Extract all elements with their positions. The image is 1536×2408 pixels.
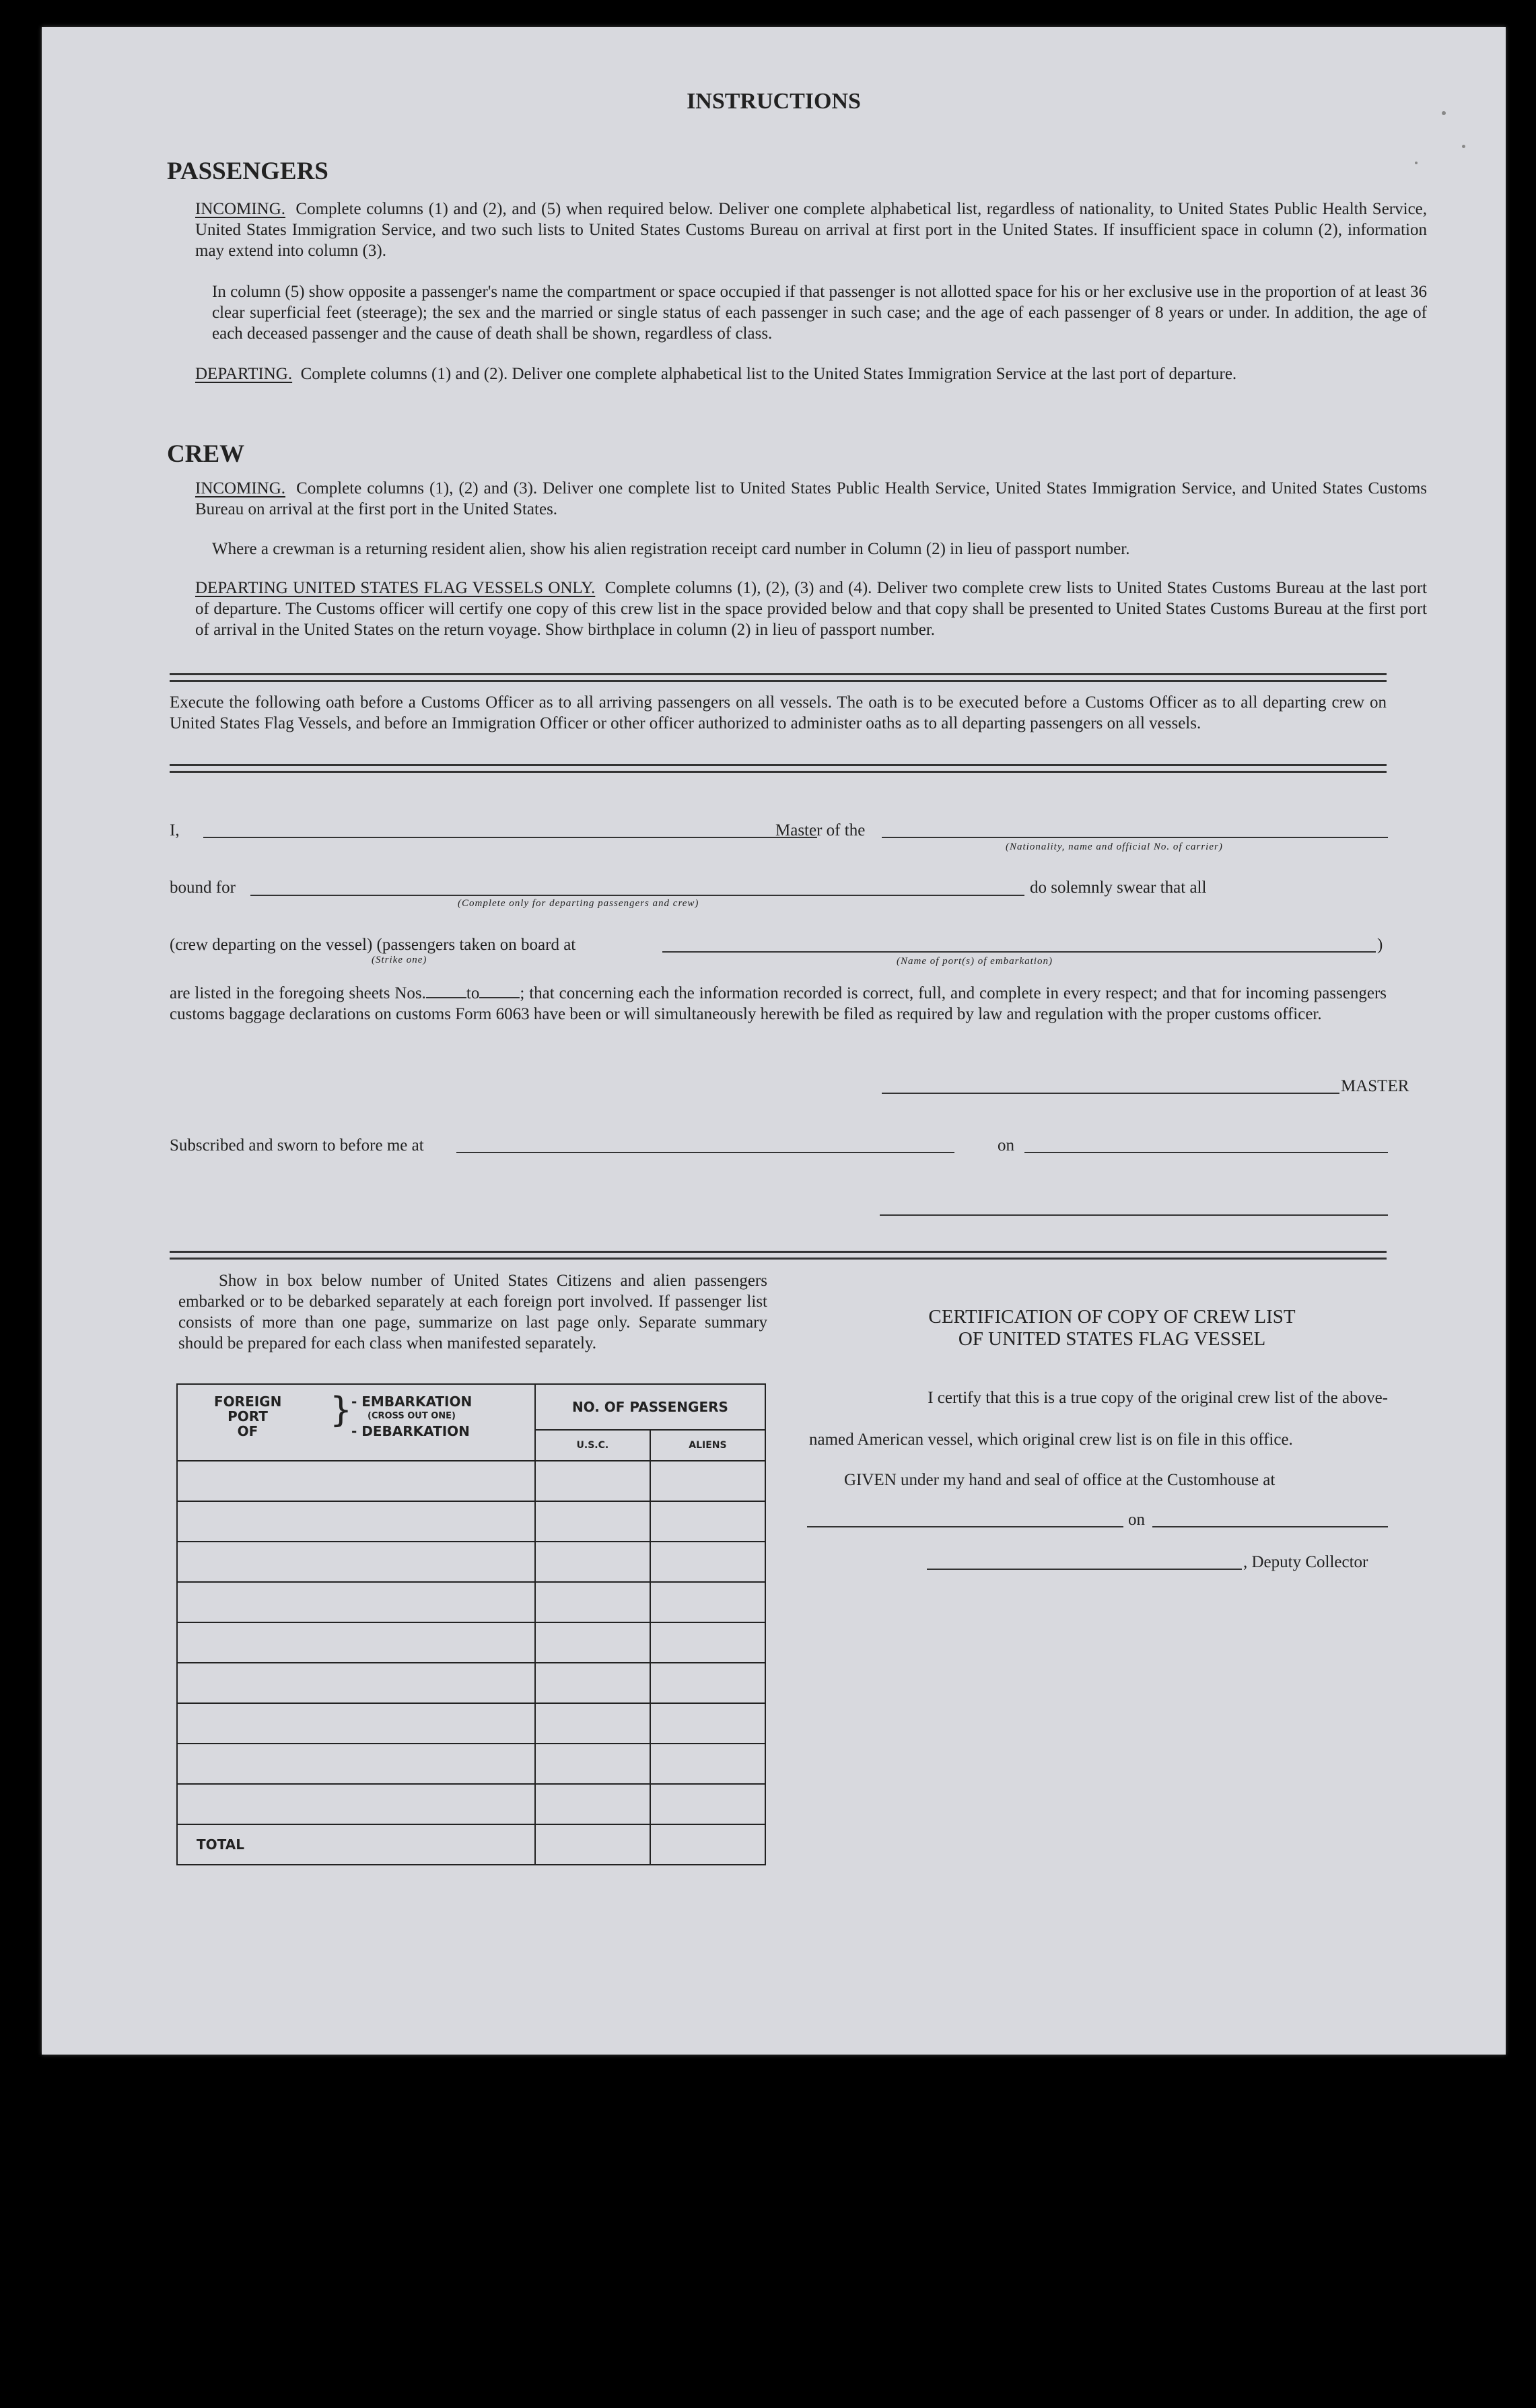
port-label: PORT bbox=[228, 1408, 268, 1424]
aliens-cell[interactable] bbox=[650, 1501, 765, 1542]
port-cell[interactable] bbox=[177, 1744, 535, 1784]
official-signature-line[interactable] bbox=[880, 1214, 1388, 1216]
total-label: TOTAL bbox=[177, 1824, 535, 1865]
aliens-cell[interactable] bbox=[650, 1744, 765, 1784]
passengers-departing-label: DEPARTING. bbox=[195, 365, 293, 383]
given-text: GIVEN under my hand and seal of office at the Customhouse at bbox=[844, 1471, 1276, 1489]
total-aliens-cell[interactable] bbox=[650, 1824, 765, 1865]
port-cell[interactable] bbox=[177, 1461, 535, 1501]
aliens-header: ALIENS bbox=[650, 1430, 765, 1461]
crew-incoming-label: INCOMING. bbox=[195, 479, 286, 497]
aliens-cell[interactable] bbox=[650, 1784, 765, 1824]
carrier-line[interactable] bbox=[882, 837, 1388, 838]
usc-cell[interactable] bbox=[535, 1582, 650, 1622]
form-page bbox=[42, 27, 1506, 2055]
total-row bbox=[177, 1824, 765, 1865]
strike-one-caption: (Strike one) bbox=[372, 955, 427, 965]
brace-icon: } bbox=[330, 1390, 353, 1431]
deputy-collector-line[interactable] bbox=[927, 1569, 1242, 1570]
usc-cell[interactable] bbox=[535, 1461, 650, 1501]
aliens-cell[interactable] bbox=[650, 1542, 765, 1582]
no-of-passengers-header: NO. OF PASSENGERS bbox=[535, 1384, 765, 1430]
certification-title bbox=[836, 1306, 1388, 1350]
cert-on-label: on bbox=[1128, 1511, 1145, 1529]
passengers-incoming-label: INCOMING. bbox=[195, 200, 286, 218]
sworn-on-label: on bbox=[998, 1136, 1014, 1155]
usc-cell[interactable] bbox=[535, 1784, 650, 1824]
certification-title-line2: OF UNITED STATES FLAG VESSEL bbox=[958, 1328, 1266, 1350]
crew-departing-label: DEPARTING UNITED STATES FLAG VESSELS ONLY. bbox=[195, 579, 596, 597]
cross-out-one-label: (CROSS OUT ONE) bbox=[368, 1411, 456, 1421]
aliens-cell[interactable] bbox=[650, 1622, 765, 1663]
passengers-departing-text: Complete columns (1) and (2). Deliver one complete alphabetical list to the United States Immigration Service at the last port of departure. bbox=[300, 365, 1237, 383]
embarkation-label: - EMBARKATION bbox=[351, 1394, 473, 1410]
total-usc-cell[interactable] bbox=[535, 1824, 650, 1865]
usc-cell[interactable] bbox=[535, 1744, 650, 1784]
listed-prefix: are listed in the foregoing sheets Nos. bbox=[170, 984, 426, 1002]
passenger-summary-table bbox=[176, 1383, 766, 1865]
port-cell[interactable] bbox=[177, 1703, 535, 1744]
swear-text: do solemnly swear that all bbox=[1030, 879, 1207, 897]
oath-body bbox=[170, 983, 1387, 1025]
table-row bbox=[177, 1542, 765, 1582]
crew-crewman-note: Where a crewman is a returning resident alien, show his alien registration receipt card number in Column (2) in lieu of passport number. bbox=[212, 540, 1130, 558]
port-cell[interactable] bbox=[177, 1501, 535, 1542]
crew-departing-label: (crew departing on the vessel) (passengers taken on board at bbox=[170, 936, 576, 954]
cert-date-line[interactable] bbox=[1152, 1526, 1388, 1527]
deputy-collector-label: , Deputy Collector bbox=[1243, 1553, 1368, 1571]
table-row bbox=[177, 1784, 765, 1824]
port-cell[interactable] bbox=[177, 1622, 535, 1663]
table-row bbox=[177, 1663, 765, 1703]
certify-line1: I certify that this is a true copy of the original crew list of the above- bbox=[928, 1389, 1388, 1407]
master-of-the-label: Master of the bbox=[775, 821, 866, 839]
table-row bbox=[177, 1582, 765, 1622]
sworn-place-line[interactable] bbox=[456, 1152, 954, 1153]
oath-i-label: I, bbox=[170, 821, 180, 839]
crew-departing-text: Complete columns (1), (2), (3) and (4). Deliver two complete crew lists to United States Customs Bureau at the last port of departure. The Customs officer will certify one copy of this crew list in the space provided below and that copy shall be presented to United States Customs Bureau at the first port of arrival in the United States on the return voyage. Show birthplace in column (2) in lieu of passport number. bbox=[195, 579, 1427, 639]
table-row bbox=[177, 1744, 765, 1784]
aliens-cell[interactable] bbox=[650, 1461, 765, 1501]
sheet-from-line[interactable] bbox=[426, 997, 466, 998]
usc-cell[interactable] bbox=[535, 1501, 650, 1542]
name-of-ports-caption: (Name of port(s) of embarkation) bbox=[897, 956, 1053, 967]
table-row bbox=[177, 1461, 765, 1501]
port-cell[interactable] bbox=[177, 1784, 535, 1824]
passengers-departing bbox=[195, 364, 1427, 384]
to-label: to bbox=[466, 984, 480, 1002]
embarkation-port-line[interactable] bbox=[662, 951, 1376, 953]
nationality-caption: (Nationality, name and official No. of carrier) bbox=[1006, 841, 1223, 852]
subscribed-label: Subscribed and sworn to before me at bbox=[170, 1136, 424, 1155]
port-cell[interactable] bbox=[177, 1663, 535, 1703]
passengers-incoming bbox=[195, 199, 1427, 261]
certify-line2: named American vessel, which original crew list is on file in this office. bbox=[809, 1431, 1293, 1449]
sheet-to-line[interactable] bbox=[479, 997, 520, 998]
certification-title-line1: CERTIFICATION OF COPY OF CREW LIST bbox=[928, 1306, 1296, 1328]
name-line[interactable] bbox=[203, 837, 817, 838]
sworn-date-line[interactable] bbox=[1024, 1152, 1388, 1153]
foreign-label: FOREIGN bbox=[214, 1394, 282, 1410]
usc-cell[interactable] bbox=[535, 1703, 650, 1744]
usc-cell[interactable] bbox=[535, 1663, 650, 1703]
master-signature-line[interactable] bbox=[882, 1093, 1339, 1094]
usc-header: U.S.C. bbox=[535, 1430, 650, 1461]
close-paren: ) bbox=[1377, 936, 1383, 954]
usc-cell[interactable] bbox=[535, 1542, 650, 1582]
oath-instruction: Execute the following oath before a Customs Officer as to all arriving passengers on all vessels. The oath is to be executed before a Customs Officer as to all departing crew on United States Flag Vessels, and before an Immigration Officer or other officer authorized to administer oaths as to all departing passengers on all vessels. bbox=[170, 693, 1387, 732]
port-cell[interactable] bbox=[177, 1582, 535, 1622]
instructions-title: INSTRUCTIONS bbox=[687, 89, 861, 114]
usc-cell[interactable] bbox=[535, 1622, 650, 1663]
port-cell[interactable] bbox=[177, 1542, 535, 1582]
aliens-cell[interactable] bbox=[650, 1663, 765, 1703]
table-row bbox=[177, 1703, 765, 1744]
aliens-cell[interactable] bbox=[650, 1703, 765, 1744]
passengers-column5: In column (5) show opposite a passenger's name the compartment or space occupied if that passenger is not allotted space for his or her exclusive use in the proportion of at least 36 clear superficial feet (steerage); the sex and the married or single status of each passenger in such case; and the age of each passenger of 8 years or under. In addition, the age of each deceased passenger and the cause of death shall be shown, regardless of class. bbox=[212, 283, 1427, 343]
passengers-incoming-text: Complete columns (1) and (2), and (5) when required below. Deliver one complete alphabetical list, regardless of nationality, to United States Public Health Service, United States Immigration Service, and two such lists to United States Customs Bureau on arrival at first port in the United States. If insufficient space in column (2), information may extend into column (3). bbox=[195, 200, 1428, 260]
aliens-cell[interactable] bbox=[650, 1582, 765, 1622]
double-rule-2 bbox=[170, 764, 1387, 766]
of-label: OF bbox=[237, 1423, 258, 1439]
crew-incoming-text: Complete columns (1), (2) and (3). Deliver one complete list to United States Public Health Service, United States Immigration Service, and United States Customs Bureau on arrival at the first port in the United States. bbox=[195, 479, 1428, 518]
listed-rest: ; that concerning each the information recorded is correct, full, and complete in every respect; and that for incoming passengers customs baggage declarations on customs Form 6063 have been or will simultaneously herewith be filed as required by law and regulation with the proper customs officer. bbox=[170, 984, 1387, 1023]
master-label: MASTER bbox=[1341, 1077, 1409, 1095]
customhouse-line[interactable] bbox=[807, 1526, 1123, 1527]
complete-only-caption: (Complete only for departing passengers and crew) bbox=[458, 898, 699, 909]
debarkation-label: - DEBARKATION bbox=[351, 1423, 470, 1439]
double-rule-3 bbox=[170, 1251, 1387, 1253]
destination-line[interactable] bbox=[250, 895, 1024, 896]
summary-note: Show in box below number of United States Citizens and alien passengers embarked or to be debarked separately at each foreign port involved. If passenger list consists of more than one page, summarize on last page only. Separate summary should be prepared for each class when manifested separately. bbox=[178, 1272, 767, 1352]
scan-speck bbox=[1415, 162, 1418, 164]
table-row bbox=[177, 1622, 765, 1663]
double-rule-1 bbox=[170, 673, 1387, 675]
scan-speck bbox=[1442, 111, 1446, 115]
table-row bbox=[177, 1501, 765, 1542]
crew-departing bbox=[195, 578, 1427, 640]
crew-incoming bbox=[195, 478, 1427, 520]
passengers-heading: PASSENGERS bbox=[167, 158, 328, 185]
crew-heading: CREW bbox=[167, 440, 245, 468]
port-header-cell bbox=[177, 1384, 535, 1461]
scan-speck bbox=[1462, 145, 1465, 148]
bound-for-label: bound for bbox=[170, 879, 236, 897]
